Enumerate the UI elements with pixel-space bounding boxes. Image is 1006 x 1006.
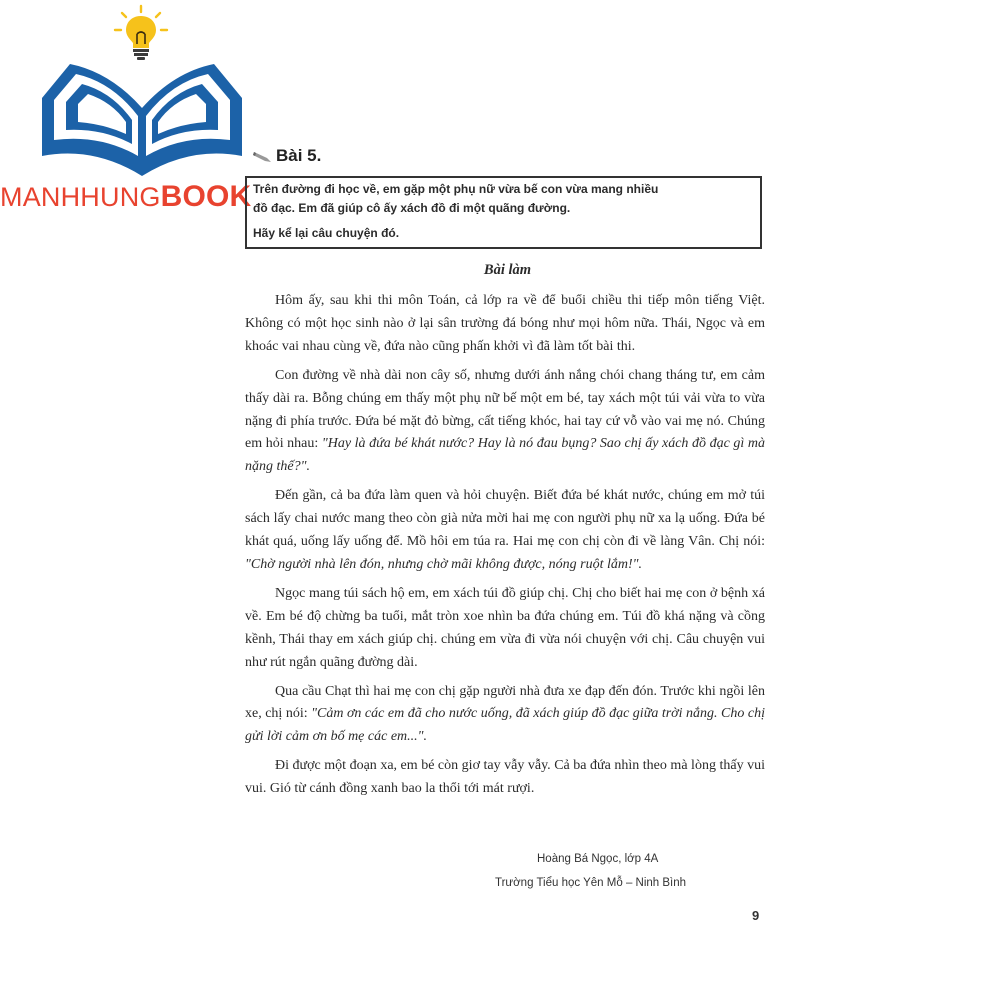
paragraph-3-quote: "Chờ người nhà lên đón, nhưng chờ mãi không được, nóng ruột lắm!". bbox=[245, 556, 643, 572]
page-number: 9 bbox=[752, 908, 760, 923]
pencil-icon bbox=[253, 149, 273, 163]
paragraph-1: Hôm ấy, sau khi thi môn Toán, cả lớp ra về để buổi chiều thi tiếp môn tiếng Việt. Không có một học sinh nào ở lại sân trường đá bóng như mọi hôm nữa. Thái, Ngọc và em khoác vai nhau cùng về, đứa nào cũng phấn khởi vì đã làm tốt bài thi. bbox=[245, 293, 765, 354]
paragraph-4: Ngọc mang túi sách hộ em, em xách túi đồ giúp chị. Chị cho biết hai mẹ con ở bệnh xá về. Em bé độ chừng ba tuổi, mắt tròn xoe nhìn ba đứa chúng em. Túi đồ khá nặng và cồng kềnh, Thái thay em xách giúp chị. chúng em vừa đi vừa nói chuyện với chị. Câu chuyện vui như rút ngắn quãng đường dài. bbox=[245, 585, 765, 670]
exercise-prompt-box bbox=[245, 176, 762, 249]
exercise-prompt-line1: Trên đường đi học về, em gặp một phụ nữ vừa bế con vừa mang nhiều bbox=[253, 182, 659, 196]
author-school: Trường Tiểu học Yên Mỗ – Ninh Bình bbox=[495, 877, 687, 889]
paragraph-2 bbox=[245, 365, 765, 480]
exercise-prompt-line2: đồ đạc. Em đã giúp cô ấy xách đồ đi một quãng đường. bbox=[253, 201, 571, 215]
textbook-page bbox=[245, 140, 770, 940]
paragraph-2-quote: "Hay là đứa bé khát nước? Hay là nó đau bụng? Sao chị ấy xách đồ đạc gì mà nặng thế?". bbox=[245, 436, 765, 475]
paragraph-5 bbox=[245, 681, 765, 750]
brand-name bbox=[0, 180, 251, 214]
brand-name-bold: BOOK bbox=[160, 180, 252, 213]
paragraph-6: Đi được một đoạn xa, em bé còn giơ tay vẫy vẫy. Cả ba đứa nhìn theo mà lòng thấy vui vui. Gió từ cánh đồng xanh bao la thổi tới mát rượi. bbox=[245, 758, 765, 797]
paragraph-2-text: Con đường về nhà dài non cây số, nhưng dưới ánh nắng chói chang tháng tư, em cảm thấy dài ra. Bỗng chúng em thấy một phụ nữ bế một em bé, tay xách một túi vải vừa to vừa nặng đi phía trước. Đứa bé mặt đỏ bừng, cất tiếng khóc, hai tay cứ vỗ vào vai mẹ nó. Chúng em hỏi nhau: bbox=[245, 367, 765, 452]
essay-heading: Bài làm bbox=[483, 262, 532, 278]
paragraph-5-text: Qua cầu Chạt thì hai mẹ con chị gặp người nhà đưa xe đạp đến đón. Trước khi ngồi lên xe, chị nói: bbox=[245, 683, 765, 722]
open-book-icon bbox=[40, 54, 244, 176]
paragraph-3 bbox=[245, 485, 765, 577]
brand-name-regular: MANHHUNG bbox=[0, 182, 161, 212]
exercise-title: Bài 5. bbox=[276, 146, 322, 165]
author-name: Hoàng Bá Ngọc, lớp 4A bbox=[537, 853, 659, 865]
exercise-header bbox=[253, 146, 321, 166]
paragraph-5-quote: "Cảm ơn các em đã cho nước uống, đã xách giúp đồ đạc giữa trời nắng. Cho chị gửi lời cảm ơn bố mẹ các em...". bbox=[245, 706, 765, 745]
essay-body bbox=[245, 290, 765, 807]
exercise-question: Hãy kể lại câu chuyện đó. bbox=[253, 226, 400, 240]
paragraph-3-text: Đến gần, cả ba đứa làm quen và hỏi chuyện. Biết đứa bé khát nước, chúng em mở túi sách lấy chai nước mang theo còn già nửa mời hai mẹ con người phụ nữ xa lạ uống. Đứa bé khát quá, uống lấy uống để. Mồ hôi em túa ra. Hai mẹ con chị còn đi về làng Vân. Chị nói: bbox=[245, 488, 765, 550]
